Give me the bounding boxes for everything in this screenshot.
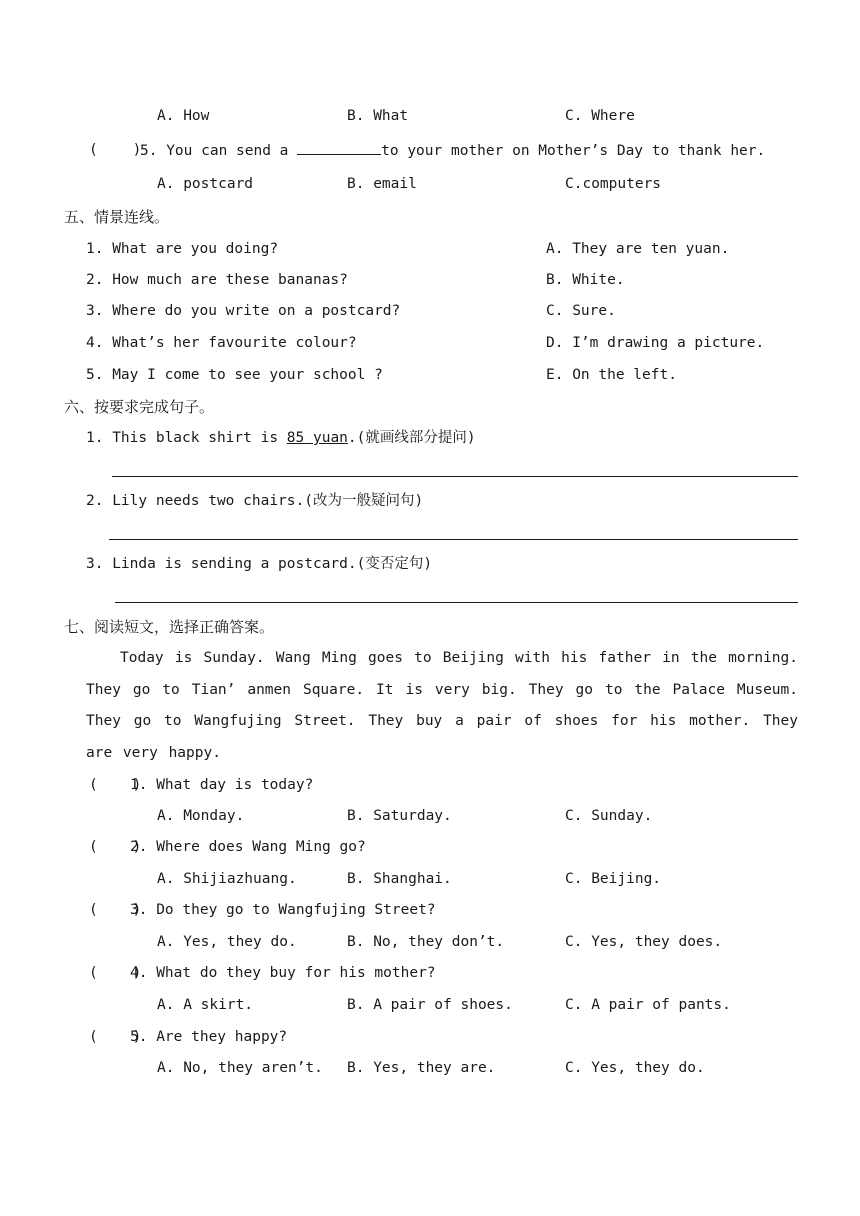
option-b: B. email — [347, 176, 417, 192]
reading-question-5: 5. Are they happy? — [130, 1029, 288, 1045]
reading-question-3: 3. Do they go to Wangfujing Street? — [130, 902, 436, 918]
match-right-d: D. I’m drawing a picture. — [546, 335, 765, 351]
reading-question-1: 1. What day is today? — [130, 777, 314, 793]
match-left-1: 1. What are you doing? — [86, 241, 279, 257]
rewrite-item-2: 2. Lily needs two chairs.(改为一般疑问句) — [86, 493, 424, 509]
option-a: A. How — [157, 108, 210, 124]
section-7-title: 七、阅读短文，选择正确答案。 — [64, 618, 275, 636]
match-left-5: 5. May I come to see your school ? — [86, 367, 383, 383]
rewrite-item-3: 3. Linda is sending a postcard.(变否定句) — [86, 556, 433, 572]
option-b: B. No, they don’t. — [347, 934, 505, 950]
section-6-title: 六、按要求完成句子。 — [64, 398, 215, 416]
rewrite-item-1-suffix: .(就画线部分提问) — [347, 430, 476, 446]
option-a: A. Yes, they do. — [157, 934, 297, 950]
match-right-e: E. On the left. — [546, 367, 677, 383]
reading-passage: Today is Sunday. Wang Ming goes to Beijing with his father in the morning. They go to Tian’ anmen Square. It is very big. They go to the Palace Museum. They go to Wangfujing Street. They buy a pair of shoes for his mother. They are very happy. — [86, 650, 798, 761]
rewrite-item-1 — [86, 428, 476, 448]
option-a: A. No, they aren’t. — [157, 1060, 323, 1076]
answer-line — [109, 539, 798, 540]
option-c: C. Where — [565, 108, 635, 124]
option-c: C. Beijing. — [565, 871, 662, 887]
section-5-title: 五、情景连线。 — [64, 208, 170, 226]
match-left-3: 3. Where do you write on a postcard? — [86, 303, 401, 319]
option-a: A. Shijiazhuang. — [157, 871, 297, 887]
reading-question-2: 2. Where does Wang Ming go? — [130, 839, 366, 855]
match-left-2: 2. How much are these bananas? — [86, 272, 348, 288]
option-c: C. Yes, they does. — [565, 934, 723, 950]
option-c: C.computers — [565, 176, 662, 192]
answer-paren: ( ) — [89, 965, 142, 981]
question-5-prefix: 5. You can send a — [140, 143, 298, 159]
answer-line — [112, 476, 798, 477]
option-a: A. A skirt. — [157, 997, 254, 1013]
option-a: A. postcard — [157, 176, 254, 192]
reading-question-4: 4. What do they buy for his mother? — [130, 965, 436, 981]
rewrite-item-1-prefix: 1. This black shirt is — [86, 430, 287, 446]
option-b: B. Shanghai. — [347, 871, 452, 887]
option-b: B. What — [347, 108, 409, 124]
answer-paren: ( ) — [89, 839, 142, 855]
fill-blank — [297, 140, 381, 155]
option-a: A. Monday. — [157, 808, 245, 824]
underlined-phrase: 85 yuan — [286, 430, 348, 446]
answer-paren: ( ) — [89, 142, 142, 158]
option-c: C. Yes, they do. — [565, 1060, 705, 1076]
option-b: B. A pair of shoes. — [347, 997, 513, 1013]
answer-paren: ( ) — [89, 777, 142, 793]
answer-line — [115, 602, 798, 603]
option-c: C. A pair of pants. — [565, 997, 731, 1013]
match-right-a: A. They are ten yuan. — [546, 241, 730, 257]
option-b: B. Saturday. — [347, 808, 452, 824]
question-5 — [140, 140, 765, 161]
answer-paren: ( ) — [89, 1029, 142, 1045]
question-5-suffix: to your mother on Mother’s Day to thank her. — [381, 143, 766, 159]
match-right-b: B. White. — [546, 272, 625, 288]
match-left-4: 4. What’s her favourite colour? — [86, 335, 357, 351]
option-b: B. Yes, they are. — [347, 1060, 496, 1076]
answer-paren: ( ) — [89, 902, 142, 918]
match-right-c: C. Sure. — [546, 303, 616, 319]
option-c: C. Sunday. — [565, 808, 653, 824]
